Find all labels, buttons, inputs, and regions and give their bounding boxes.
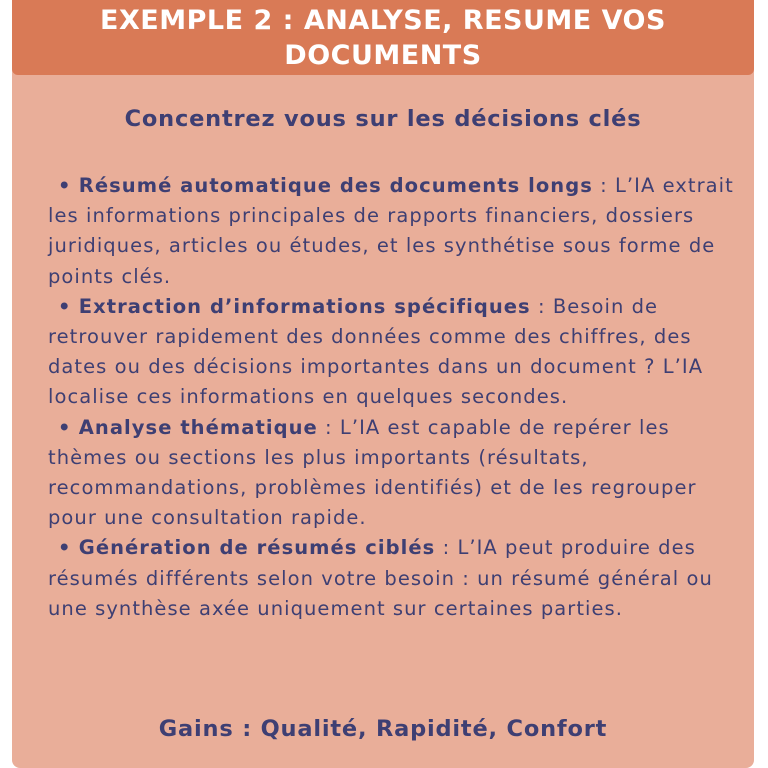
list-item	[48, 533, 738, 624]
list-item	[48, 413, 738, 534]
bullet-icon: •	[58, 174, 72, 197]
feature-list	[48, 171, 738, 624]
item-text: : L’IA peut produire des résumés différents selon votre besoin : un résumé général ou une synthèse axée uniquement sur certaines parties.	[48, 536, 713, 620]
page-title: EXEMPLE 2 : ANALYSE, RESUME VOS DOCUMENTS	[100, 4, 666, 71]
bullet-icon: •	[58, 415, 72, 439]
subtitle: Concentrez vous sur les décisions clés	[124, 106, 642, 132]
item-title: Résumé automatique des documents longs	[78, 174, 593, 197]
item-title: Analyse thématique	[78, 415, 318, 439]
item-text: : L’IA est capable de repérer les thèmes ou sections les plus importants (résultats, recommandations, problèmes identifiés) et de les regrouper pour une consultation rapide.	[48, 415, 697, 530]
bullet-icon: •	[58, 294, 72, 318]
bullet-icon: •	[58, 536, 72, 560]
content-card	[12, 0, 754, 768]
item-title: Extraction d’informations spécifiques	[78, 294, 531, 318]
list-item	[48, 292, 738, 413]
item-title: Génération de résumés ciblés	[78, 536, 436, 560]
gains-footer: Gains : Qualité, Rapidité, Confort	[158, 716, 608, 742]
list-item	[48, 171, 738, 292]
header-banner	[12, 0, 754, 75]
item-text: : Besoin de retrouver rapidement des données comme des chiffres, des dates ou des décisions importantes dans un document ? L’IA localise ces informations en quelques secondes.	[48, 294, 704, 409]
item-text: : L’IA extrait les informations principales de rapports financiers, dossiers juridiques, articles ou études, et les synthétise sous forme de points clés.	[48, 174, 734, 288]
